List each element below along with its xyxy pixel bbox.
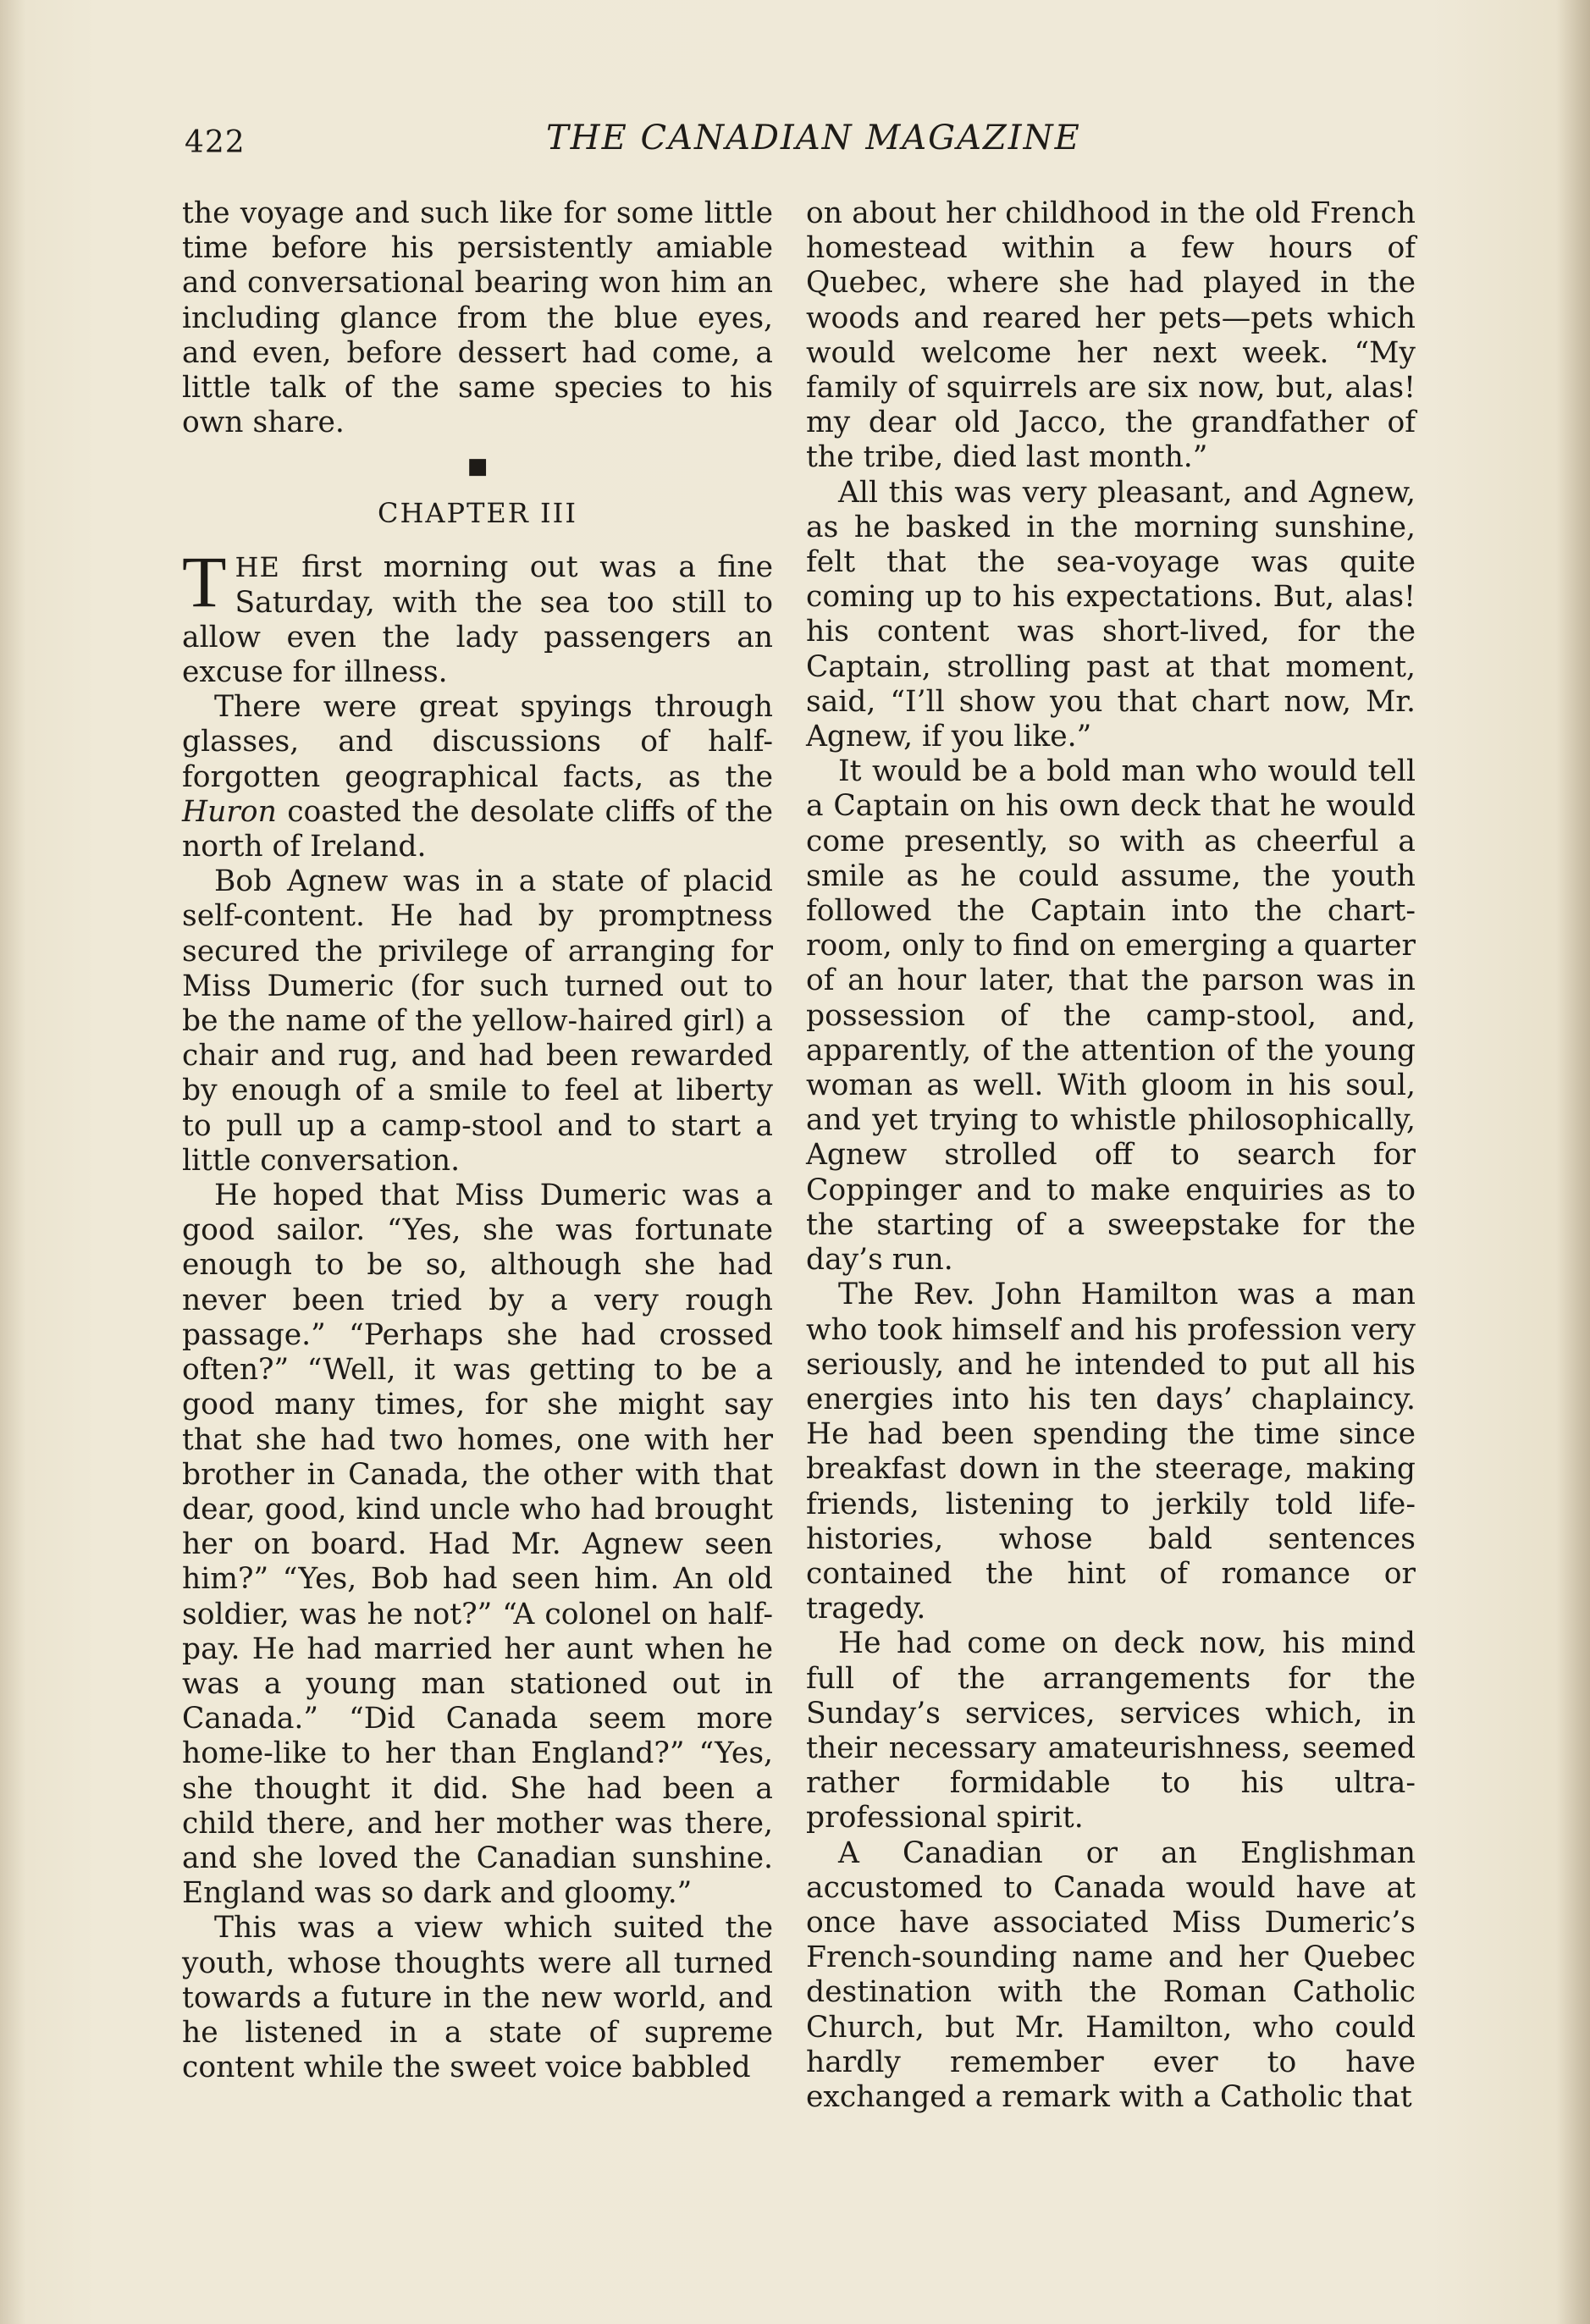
paragraph: He had come on deck now, his mind full of the arrangements for the Sunday’s services, services which, in their necessary amateurishness, seemed rather formidable to his ultra-professional spirit. [806,1626,1416,1835]
paragraph: This was a view which suited the youth, whose thoughts were all turned towards a future in the new world, and he listened in a state of supreme content while the sweet voice babbled [182,1911,773,2085]
paragraph [182,690,773,864]
paragraph-opening [182,541,773,690]
paragraph: He hoped that Miss Dumeric was a good sailor. “Yes, she was fortunate enough to be so, although she had never been tried by a very rough passage.” “Perhaps she had crossed often?” “Well, it was getting to be a good many times, for she might say that she had two homes, one with her brother in Canada, the other with that dear, good, kind uncle who had brought her on board. Had Mr. Agnew seen him?” “Yes, Bob had seen him. An old soldier, was he not?” “A colonel on half-pay. He had married her aunt when he was a young man stationed out in Canada.” “Did Canada seem more home-like to her than England?” “Yes, she thought it did. She had been a child there, and her mother was there, and she loved the Canadian sunshine. England was so dark and gloomy.” [182,1179,773,1911]
left-column [182,196,773,2085]
paragraph: Bob Agnew was in a state of placid self-content. He had by promptness secured the privilege of arranging for Miss Dumeric (for such turned out to be the name of the yellow-haired girl) a chair and rug, and had been rewarded by enough of a smile to feel at liberty to pull up a camp-stool and to start a little conversation. [182,864,773,1178]
paragraph-text: There were great spyings through glasses, and discussions of half-forgotten geographical facts, as the [182,690,773,794]
ship-name: Huron [182,794,277,829]
opening-smallcaps: HE [235,551,280,584]
paragraph: All this was very pleasant, and Agnew, as he basked in the morning sunshine, felt that the sea-voyage was quite coming up to his expectations. But, alas! his content was short-lived, for the Captain, strolling past at that moment, said, “I’ll show you that chart now, Mr. Agnew, if you like.” [806,475,1416,754]
right-column [806,196,1416,2115]
paragraph: It would be a bold man who would tell a Captain on his own deck that he would come presently, so with as cheerful a smile as he could assume, the youth followed the Captain into the chart-room, only to find on emerging a quarter of an hour later, that the parson was in possession of the camp-stool, and, apparently, of the attention of the young woman as well. With gloom in his soul, and yet trying to whistle philosophically, Agnew strolled off to search for Coppinger and to make enquiries as to the starting of a sweepstake for the day’s run. [806,754,1416,1278]
drop-cap: T [182,541,227,623]
chapter-heading: CHAPTER III [378,497,577,530]
paragraph: A Canadian or an Englishman accustomed to Canada would have at once have associated Miss Dumeric’s French-sounding name and her Quebec destination with the Roman Catholic Church, but Mr. Hamilton, who could hardly remember ever to have exchanged a remark with a Catholic that [806,1835,1416,2114]
opening-text: first morning out was a fine Saturday, with the sea too still to allow even the lady passengers an excuse for illness. [182,550,773,690]
paragraph: the voyage and such like for some little time before his persistently amiable and conversational bearing won him an including glance from the blue eyes, and even, before dessert had come, a little talk of the same species to his own share. [182,196,773,440]
paragraph-text: coasted the desolate cliffs of the north of Ireland. [182,794,773,864]
running-title: THE CANADIAN MAGAZINE [546,119,1081,157]
paragraph: The Rev. John Hamilton was a man who took himself and his profession very seriously, and he intended to put all his energies into his ten days’ chaplaincy. He had been spending the time since breakfast down in the steerage, making friends, listening to jerkily told life-histories, whose bald sentences contained the hint of romance or tragedy. [806,1278,1416,1626]
edge-shadow [1556,0,1590,2324]
binding-shadow [0,0,25,2324]
section-ornament: ■ [467,454,489,480]
paragraph: on about her childhood in the old French homestead within a few hours of Quebec, where she had played in the woods and reared her pets—pets which would welcome her next week. “My family of squirrels are six now, but, alas! my dear old Jacco, the grandfather of the tribe, died last month.” [806,196,1416,475]
page-number: 422 [185,125,246,160]
